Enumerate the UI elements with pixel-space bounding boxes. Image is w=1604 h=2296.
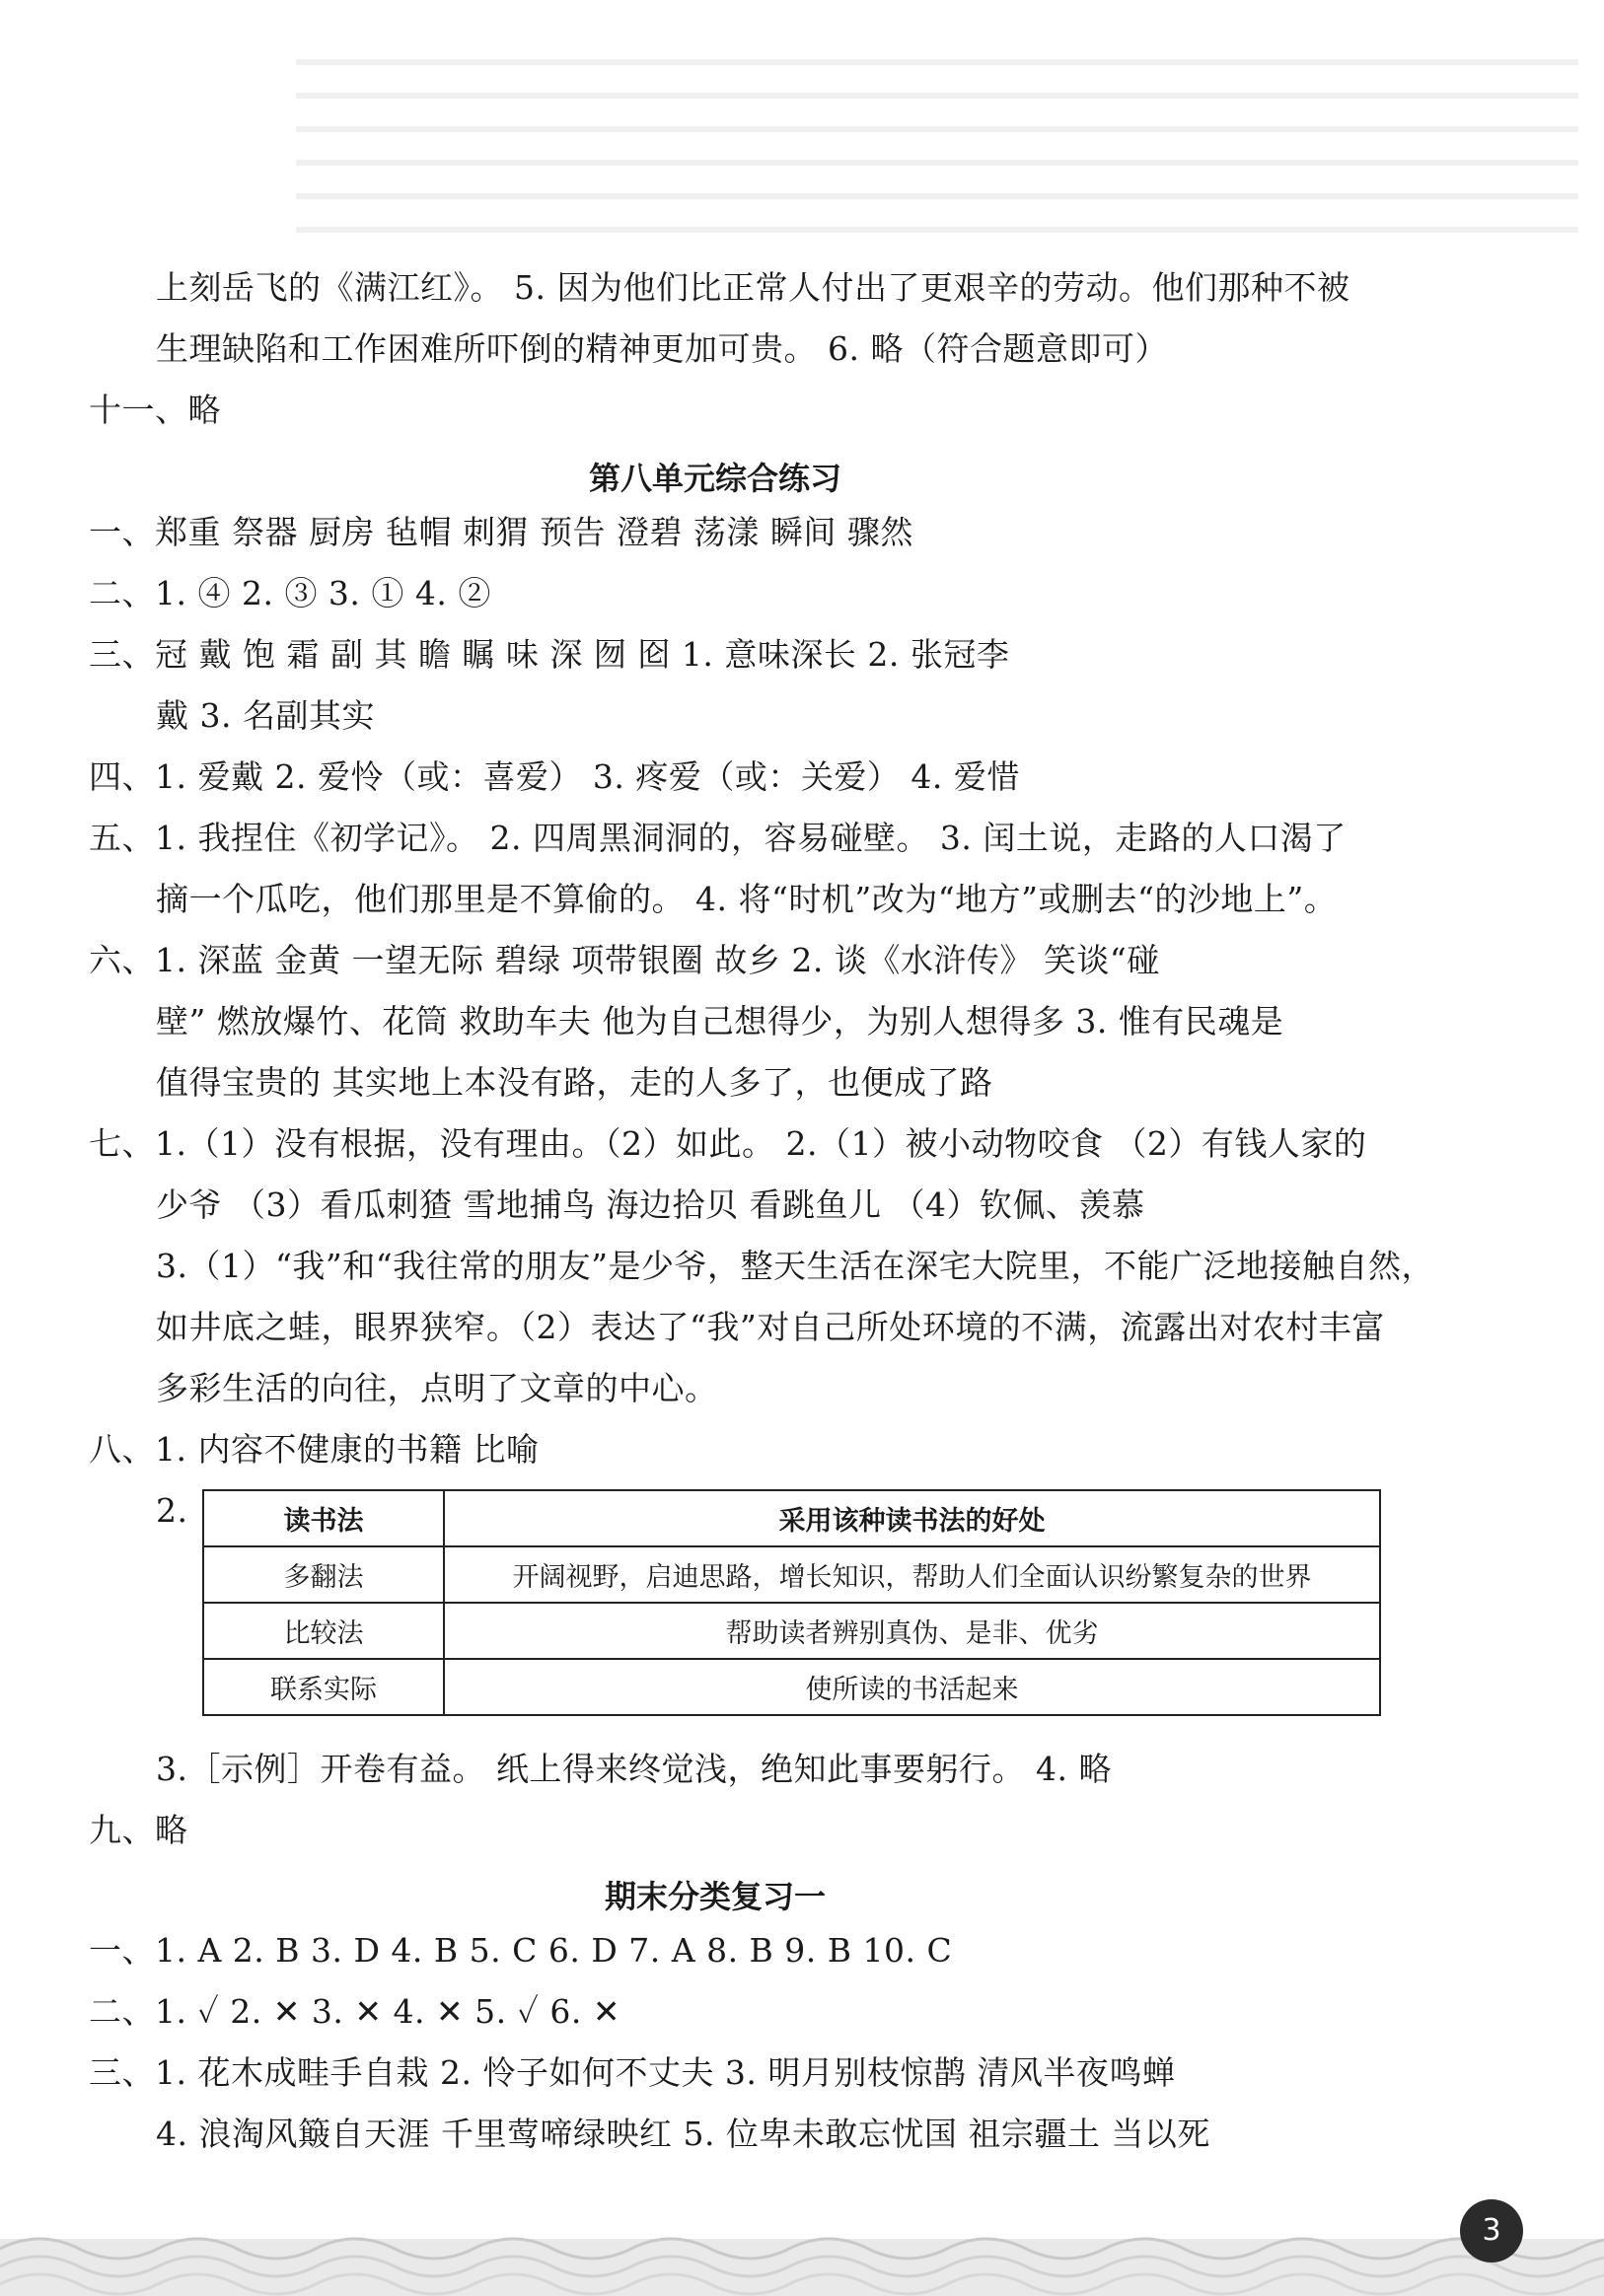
- text-line: 七、1.（1）没有根据，没有理由。（2）如此。 2.（1）被小动物咬食 （2）有钱人家的: [89, 1124, 1367, 1163]
- table-cell: 开阔视野，启迪思路，增长知识，帮助人们全面认识纷繁复杂的世界: [444, 1546, 1380, 1603]
- reading-methods-table: [202, 1489, 1381, 1716]
- text-line: 壁” 燃放爆竹、花筒 救助车夫 他为自己想得少，为别人想得多 3. 惟有民魂是: [156, 1002, 1284, 1040]
- table-header: 采用该种读书法的好处: [444, 1490, 1380, 1546]
- text-line: 生理缺陷和工作困难所吓倒的精神更加可贵。 6. 略（符合题意即可）: [156, 329, 1168, 368]
- table-cell: 多翻法: [203, 1546, 444, 1603]
- section-heading: 第八单元综合练习: [588, 460, 841, 497]
- text-line: 戴 3. 名副其实: [156, 696, 375, 735]
- footer-wave-decoration: [0, 2219, 1604, 2296]
- text-line: 3.（1）“我”和“我往常的朋友”是少爷，整天生活在深宅大院里，不能广泛地接触自然，: [156, 1247, 1434, 1285]
- text-line: 一、郑重 祭器 厨房 毡帽 刺猬 预告 澄碧 荡漾 瞬间 骤然: [89, 513, 913, 551]
- text-line: 二、1. ✓ 2. ✕ 3. ✕ 4. ✕ 5. ✓ 6. ✕: [89, 1992, 620, 2031]
- text-line: 摘一个瓜吃，他们那里是不算偷的。 4. 将“时机”改为“地方”或删去“的沙地上”。: [156, 880, 1338, 918]
- table-cell: 帮助读者辨别真伪、是非、优劣: [444, 1603, 1380, 1659]
- faint-bleed-through: [296, 59, 1578, 247]
- text-line: 上刻岳飞的《满江红》。 5. 因为他们比正常人付出了更艰辛的劳动。他们那种不被: [156, 268, 1350, 307]
- text-line: 值得宝贵的 其实地上本没有路，走的人多了，也便成了路: [156, 1063, 993, 1102]
- text-line: 2.: [156, 1491, 188, 1530]
- table-header: 读书法: [203, 1490, 444, 1546]
- text-line: 九、略: [89, 1811, 188, 1849]
- text-line: 三、1. 花木成畦手自栽 2. 怜子如何不丈夫 3. 明月别枝惊鹊 清风半夜鸣蝉: [89, 2053, 1176, 2092]
- text-line: 一、1. A 2. B 3. D 4. B 5. C 6. D 7. A 8. B 9. B 10. C: [89, 1931, 953, 1970]
- page-number: 3: [1460, 2199, 1523, 2262]
- text-line: 3.［示例］开卷有益。 纸上得来终觉浅，绝知此事要躬行。 4. 略: [156, 1750, 1112, 1788]
- table-row: [203, 1603, 1380, 1659]
- table-header-row: [203, 1490, 1380, 1546]
- section-heading: 期末分类复习一: [604, 1878, 826, 1915]
- text-line: 十一、略: [89, 391, 221, 429]
- text-line: 四、1. 爱戴 2. 爱怜（或：喜爱） 3. 疼爱（或：关爱） 4. 爱惜: [89, 757, 1020, 796]
- text-line: 八、1. 内容不健康的书籍 比喻: [89, 1430, 540, 1469]
- table-row: [203, 1546, 1380, 1603]
- table-cell: 使所读的书活起来: [444, 1659, 1380, 1715]
- text-line: 4. 浪淘风簸自天涯 千里莺啼绿映红 5. 位卑未敢忘忧国 祖宗疆土 当以死: [156, 2115, 1210, 2153]
- text-line: 二、1. ④ 2. ③ 3. ① 4. ②: [89, 574, 491, 612]
- text-line: 五、1. 我捏住《初学记》。 2. 四周黑洞洞的，容易碰壁。 3. 闰土说，走路的人口渴了: [89, 819, 1347, 857]
- text-line: 六、1. 深蓝 金黄 一望无际 碧绿 项带银圈 故乡 2. 谈《水浒传》 笑谈“碰: [89, 941, 1160, 979]
- text-line: 多彩生活的向往，点明了文章的中心。: [156, 1369, 718, 1407]
- text-line: 三、冠 戴 饱 霜 副 其 瞻 瞩 味 深 囫 囵 1. 意味深长 2. 张冠李: [89, 635, 1010, 674]
- table-cell: 联系实际: [203, 1659, 444, 1715]
- table-cell: 比较法: [203, 1603, 444, 1659]
- text-line: 如井底之蛙，眼界狭窄。（2）表达了“我”对自己所处环境的不满，流露出对农村丰富: [156, 1308, 1385, 1346]
- text-line: 少爷 （3）看瓜刺猹 雪地捕鸟 海边拾贝 看跳鱼儿 （4）钦佩、羡慕: [156, 1185, 1145, 1224]
- table-row: [203, 1659, 1380, 1715]
